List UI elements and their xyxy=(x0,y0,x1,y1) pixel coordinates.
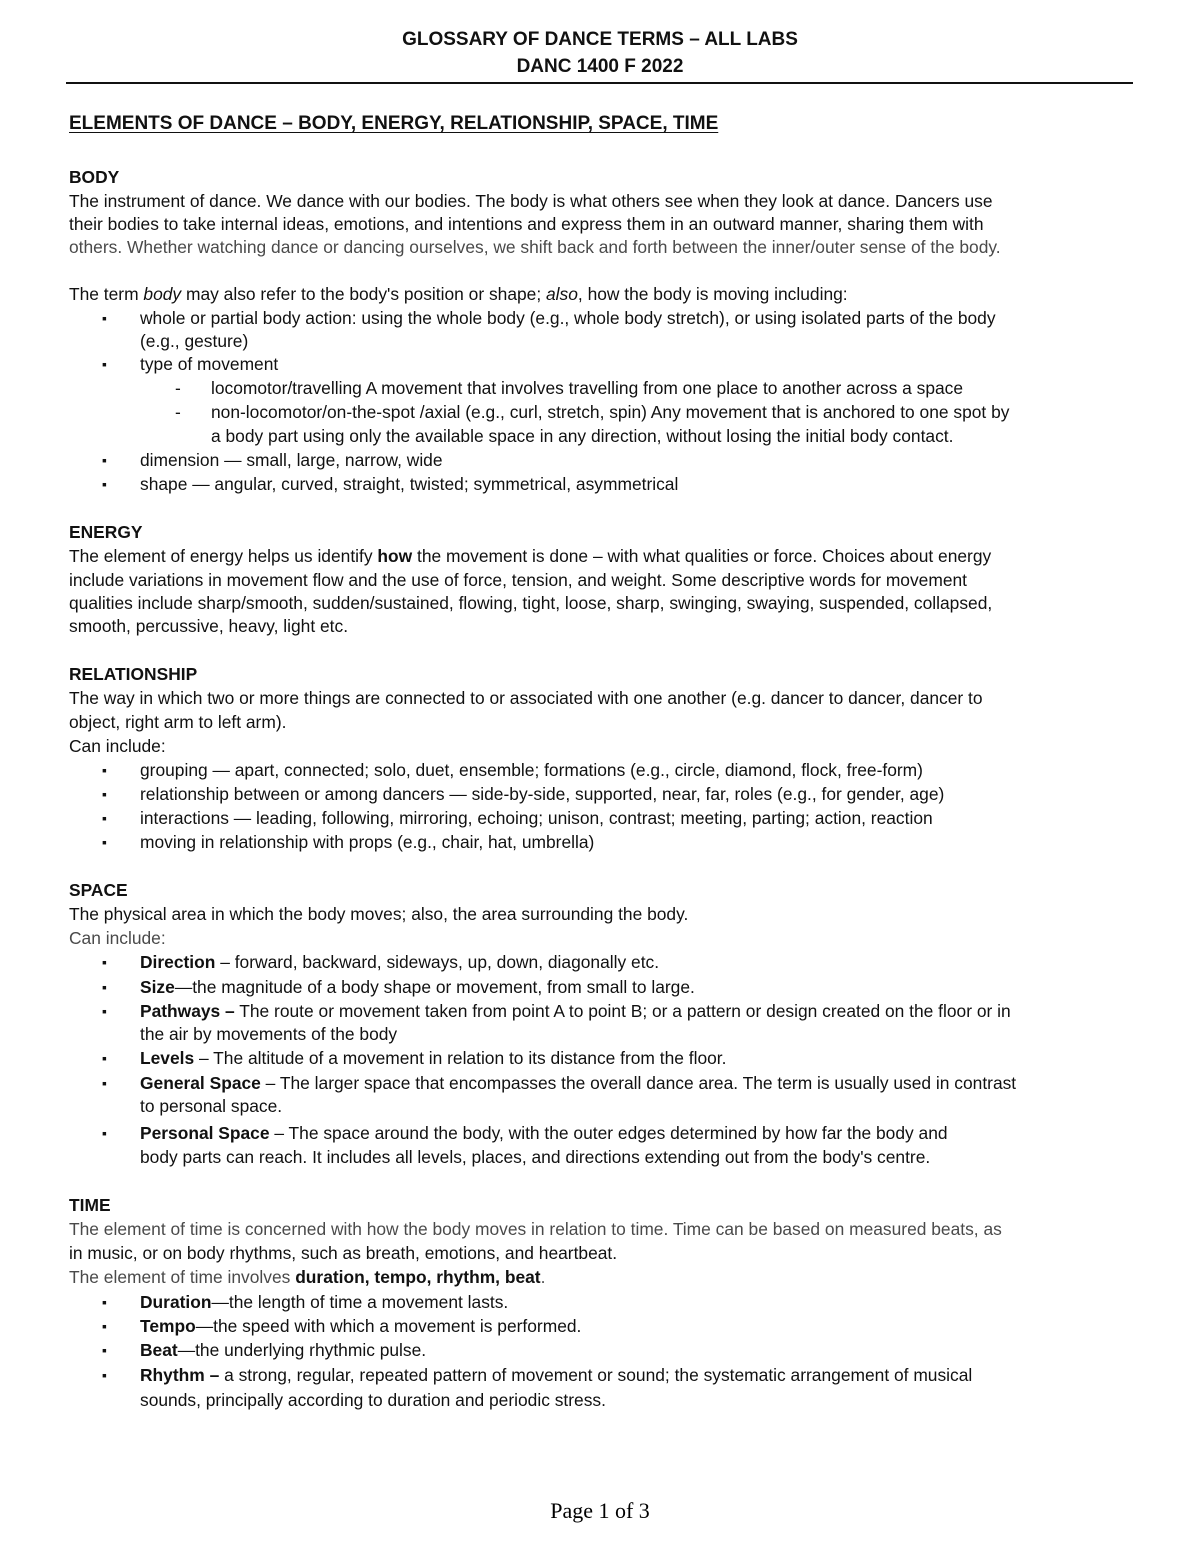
list-item: relationship between or among dancers — side-by-side, supported, near, far, roles (e.g., for gender, age) xyxy=(140,784,945,804)
dash-icon: - xyxy=(175,402,181,422)
bullet-icon: ▪ xyxy=(102,762,107,778)
list-item: General Space – The larger space that encompasses the overall dance area. The term is usually used in contrast xyxy=(140,1073,1017,1093)
doc-title: GLOSSARY OF DANCE TERMS – ALL LABS xyxy=(402,29,798,50)
body-para-line: The instrument of dance. We dance with our bodies. The body is what others see when they look at dance. Dancers use xyxy=(69,191,993,211)
bullet-icon: ▪ xyxy=(102,1125,107,1141)
sub-list-item: non-locomotor/on-the-spot /axial (e.g., curl, stretch, spin) Any movement that is anchored to one spot by xyxy=(211,402,1010,422)
heading-time: TIME xyxy=(69,1195,111,1215)
list-item: Beat—the underlying rhythmic pulse. xyxy=(140,1340,427,1360)
time-involves-line: The element of time involves duration, tempo, rhythm, beat. xyxy=(69,1267,546,1287)
heading-relationship: RELATIONSHIP xyxy=(69,664,198,684)
list-item: whole or partial body action: using the whole body (e.g., whole body stretch), or using isolated parts of the body xyxy=(140,308,996,328)
list-item: type of movement xyxy=(140,354,279,374)
energy-para-line: include variations in movement flow and the use of force, tension, and weight. Some descriptive words for movement xyxy=(69,570,968,590)
list-item-cont: sounds, principally according to duration and periodic stress. xyxy=(140,1390,606,1410)
list-item: Pathways – The route or movement taken from point A to point B; or a pattern or design created on the floor or in xyxy=(140,1001,1011,1021)
section-title: ELEMENTS OF DANCE – BODY, ENERGY, RELATIONSHIP, SPACE, TIME xyxy=(69,113,719,134)
heading-body: BODY xyxy=(69,167,120,187)
space-para-line: The physical area in which the body moves; also, the area surrounding the body. xyxy=(69,904,689,924)
bullet-icon: ▪ xyxy=(102,476,107,492)
bullet-icon: ▪ xyxy=(102,1003,107,1019)
bullet-icon: ▪ xyxy=(102,356,107,372)
relationship-can-include: Can include: xyxy=(69,736,166,756)
list-item: grouping — apart, connected; solo, duet, ensemble; formations (e.g., circle, diamond, flock, free-form) xyxy=(140,760,923,780)
sub-list-item: locomotor/travelling A movement that involves travelling from one place to another across a space xyxy=(211,378,964,398)
page-number: Page 1 of 3 xyxy=(550,1498,650,1523)
list-item: shape — angular, curved, straight, twisted; symmetrical, asymmetrical xyxy=(140,474,679,494)
body-para-line: others. Whether watching dance or dancing ourselves, we shift back and forth between the inner/outer sense of the body. xyxy=(69,237,1001,257)
list-item-cont: body parts can reach. It includes all levels, places, and directions extending out from the body's centre. xyxy=(140,1147,931,1167)
list-item: (e.g., gesture) xyxy=(140,331,249,351)
heading-energy: ENERGY xyxy=(69,522,143,542)
energy-para-line: qualities include sharp/smooth, sudden/sustained, flowing, tight, loose, sharp, swinging, swaying, suspended, collapsed, xyxy=(69,593,993,613)
list-item: moving in relationship with props (e.g., chair, hat, umbrella) xyxy=(140,832,595,852)
bullet-icon: ▪ xyxy=(102,452,107,468)
list-item: interactions — leading, following, mirroring, echoing; unison, contrast; meeting, parting; action, reaction xyxy=(140,808,933,828)
time-para-line: in music, or on body rhythms, such as breath, emotions, and heartbeat. xyxy=(69,1243,618,1263)
list-item: Rhythm – a strong, regular, repeated pattern of movement or sound; the systematic arrangement of musical xyxy=(140,1365,973,1385)
energy-para-line: The element of energy helps us identify how the movement is done – with what qualities or force. Choices about energy xyxy=(69,546,992,566)
bullet-icon: ▪ xyxy=(102,954,107,970)
bullet-icon: ▪ xyxy=(102,1367,107,1383)
list-item: Levels – The altitude of a movement in relation to its distance from the floor. xyxy=(140,1048,727,1068)
bullet-icon: ▪ xyxy=(102,310,107,326)
list-item: Duration—the length of time a movement lasts. xyxy=(140,1292,509,1312)
heading-space: SPACE xyxy=(69,880,128,900)
sub-list-item: a body part using only the available space in any direction, without losing the initial body contact. xyxy=(211,426,954,446)
bullet-icon: ▪ xyxy=(102,834,107,850)
list-item-cont: to personal space. xyxy=(140,1096,283,1116)
body-term-line: The term body may also refer to the body's position or shape; also, how the body is moving including: xyxy=(69,284,848,304)
bullet-icon: ▪ xyxy=(102,1050,107,1066)
space-can-include: Can include: xyxy=(69,928,166,948)
body-para-line: their bodies to take internal ideas, emotions, and intentions and express them in an outward manner, sharing them with xyxy=(69,214,984,234)
list-item: dimension — small, large, narrow, wide xyxy=(140,450,443,470)
header-divider xyxy=(66,82,1133,84)
course-code: DANC 1400 F 2022 xyxy=(516,56,684,77)
bullet-icon: ▪ xyxy=(102,1342,107,1358)
list-item: Personal Space – The space around the body, with the outer edges determined by how far the body and xyxy=(140,1123,948,1143)
bullet-icon: ▪ xyxy=(102,1318,107,1334)
list-item: Size—the magnitude of a body shape or movement, from small to large. xyxy=(140,977,695,997)
bullet-icon: ▪ xyxy=(102,810,107,826)
relationship-para-line: The way in which two or more things are connected to or associated with one another (e.g. dancer to dancer, dancer to xyxy=(69,688,983,708)
list-item-cont: the air by movements of the body xyxy=(140,1024,398,1044)
dash-icon: - xyxy=(175,378,181,398)
list-item: Tempo—the speed with which a movement is performed. xyxy=(140,1316,582,1336)
bullet-icon: ▪ xyxy=(102,1294,107,1310)
bullet-icon: ▪ xyxy=(102,1075,107,1091)
list-item: Direction – forward, backward, sideways, up, down, diagonally etc. xyxy=(140,952,660,972)
time-para-line: The element of time is concerned with how the body moves in relation to time. Time can be based on measured beats, as xyxy=(69,1219,1002,1239)
bullet-icon: ▪ xyxy=(102,786,107,802)
bullet-icon: ▪ xyxy=(102,979,107,995)
energy-para-line: smooth, percussive, heavy, light etc. xyxy=(69,616,349,636)
relationship-para-line: object, right arm to left arm). xyxy=(69,712,287,732)
